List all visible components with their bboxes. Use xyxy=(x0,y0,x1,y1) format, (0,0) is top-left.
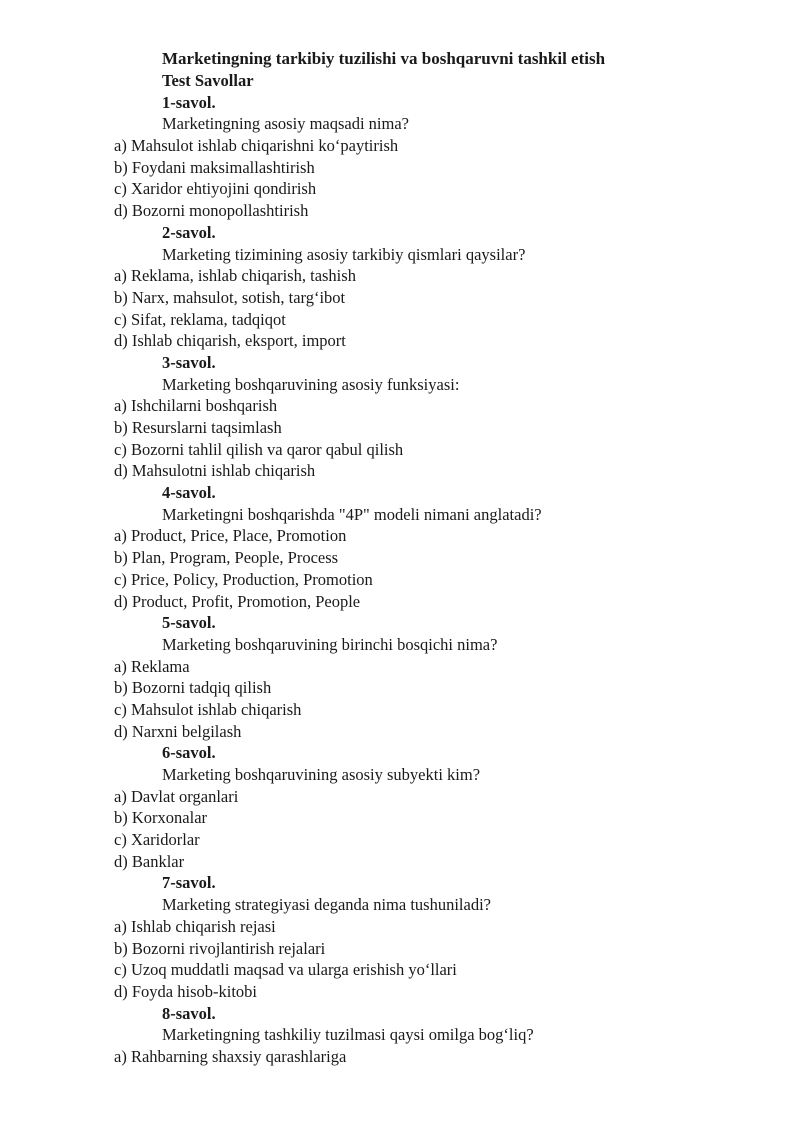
question-number: 5-savol. xyxy=(162,613,216,633)
question-text: Marketing strategiyasi deganda nima tushuniladi? xyxy=(162,895,491,915)
question-text: Marketingning tashkiliy tuzilmasi qaysi omilga bog‘liq? xyxy=(162,1025,534,1045)
question-text: Marketingni boshqarishda "4P" modeli nimani anglatadi? xyxy=(162,504,542,524)
answer-option: c) Uzoq muddatli maqsad va ularga erishish yo‘llari xyxy=(114,960,457,980)
subtitle-text: Test Savollar xyxy=(162,71,254,90)
answer-option: a) Davlat organlari xyxy=(114,786,239,806)
answer-option: d) Product, Profit, Promotion, People xyxy=(114,591,361,611)
answer-option: a) Reklama xyxy=(114,656,190,676)
question-text: Marketing boshqaruvining asosiy funksiyasi: xyxy=(162,374,460,394)
answer-option: d) Foyda hisob-kitobi xyxy=(114,981,257,1001)
answer-option: b) Resurslarni taqsimlash xyxy=(114,418,282,437)
answer-option: b) Plan, Program, People, Process xyxy=(114,548,339,568)
document-subtitle xyxy=(114,70,774,92)
answer-option: b) Foydani maksimallashtirish xyxy=(114,157,315,177)
answer-option: d) Narxni belgilash xyxy=(114,721,242,741)
document-title: Marketingning tarkibiy tuzilishi va boshqaruvni tashkil etish xyxy=(162,49,606,68)
answer-option: a) Ishchilarni boshqarish xyxy=(114,396,278,416)
answer-option: a) Mahsulot ishlab chiqarishni ko‘paytirish xyxy=(114,136,399,156)
answer-option: c) Price, Policy, Production, Promotion xyxy=(114,569,373,589)
answer-option: c) Xaridor ehtiyojini qondirish xyxy=(114,179,317,199)
document-content xyxy=(114,47,774,1068)
answer-option: d) Banklar xyxy=(114,851,185,871)
question-text: Marketingning asosiy maqsadi nima? xyxy=(162,114,409,134)
question-number: 2-savol. xyxy=(162,222,216,242)
answer-option: c) Mahsulot ishlab chiqarish xyxy=(114,699,302,719)
answer-option: d) Mahsulotni ishlab chiqarish xyxy=(114,461,316,481)
answer-option: b) Bozorni tadqiq qilish xyxy=(114,678,272,698)
answer-option: c) Xaridorlar xyxy=(114,830,200,850)
question-text: Marketing boshqaruvining asosiy subyekti kim? xyxy=(162,765,481,784)
question-number: 8-savol. xyxy=(162,1003,216,1023)
answer-option: b) Narx, mahsulot, sotish, targ‘ibot xyxy=(114,287,346,307)
answer-option: c) Bozorni tahlil qilish va qaror qabul qilish xyxy=(114,439,404,459)
question-number: 1-savol. xyxy=(162,92,216,112)
answer-option: c) Sifat, reklama, tadqiqot xyxy=(114,309,286,329)
question-number: 6-savol. xyxy=(162,743,216,763)
answer-option: a) Ishlab chiqarish rejasi xyxy=(114,916,276,936)
question-number: 3-savol. xyxy=(162,352,216,372)
answer-option: a) Product, Price, Place, Promotion xyxy=(114,526,347,546)
question-text: Marketing tizimining asosiy tarkibiy qismlari qaysilar? xyxy=(162,244,526,264)
answer-option: b) Bozorni rivojlantirish rejalari xyxy=(114,938,326,958)
answer-option: b) Korxonalar xyxy=(114,808,208,828)
answer-option: d) Bozorni monopollashtirish xyxy=(114,201,309,221)
question-number: 4-savol. xyxy=(162,483,216,503)
answer-option: d) Ishlab chiqarish, eksport, import xyxy=(114,331,346,351)
answer-option: a) Reklama, ishlab chiqarish, tashish xyxy=(114,266,356,286)
question-text: Marketing boshqaruvining birinchi bosqichi nima? xyxy=(162,634,498,654)
question-number: 7-savol. xyxy=(162,873,216,893)
answer-option: a) Rahbarning shaxsiy qarashlariga xyxy=(114,1046,347,1066)
